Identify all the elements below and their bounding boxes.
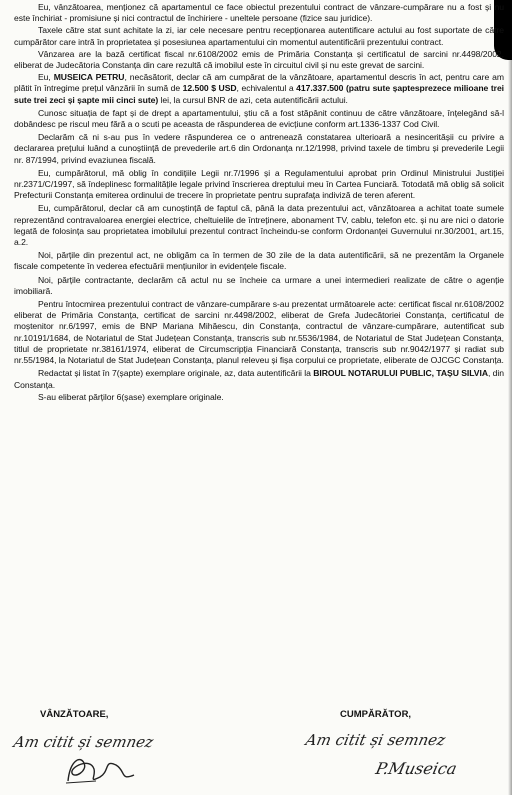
text: Redactat și listat în 7(șapte) exemplare originale, az, data autentificării la: [38, 368, 314, 379]
buyer-handwritten-name: P.Museica: [373, 759, 459, 778]
paragraph-documents: Pentru întocmirea prezentului contract de vânzare-cumpărare s-au prezentat următoarele acte: certificat fiscal nr.6108/2002 eliberat de Primăria Constanța, certificat de sarcini nr.4498/2002, eliberat de Grefa Judecătoriei Constanța, certificatul de moștenitor nr.6/1997, emis de BNP Mariana Mihăescu, din Constanța, contractul de vânzare-cumpărare, autentificat sub nr.10191/1684, de Notariatul de Stat Județean Constanța, transcris sub nr.5536/1984, de Notariatul de Stat Județean Constanța, titlul de proprietate nr.38161/1974, eliberat de Circumscripția Financiară Constanța, transcris sub nr.9042/1977 și radiat sub nr.55/1984, la Notariatul de Stat Județean Constanța, planul releveu și fișa corpului ce proprietate, eliberate de OJCGC Constanța.: [14, 299, 504, 366]
text: lei, la cursul BNR de azi, ceta autentificării actului.: [158, 94, 348, 105]
seller-signature-scribble: [60, 751, 150, 791]
buyer-label: CUMPĂRĂTOR,: [340, 709, 412, 720]
text: , necăsătorit, declar că am cumpărat de la vânzătoare, apartamentul descris în act, pentru care am plătit în întregime prețul vânzării în sumă de: [14, 72, 504, 94]
seller-handwritten-statement: Am citit și semnez: [12, 733, 156, 751]
paragraph-price-declaration: Declarăm că ni s-au pus în vedere răspunderea ce o antrenează constatarea ulterioară a nesinceritășii cu privire a declararea prețului luând a cunoștiință de prevederile art.6 din Ordonanța nr.12/1998, privind taxele de timbru și prevederile Legii nr. 87/1994, privind evaziunea fiscală.: [14, 132, 504, 165]
price-lei: 417.337.500 (patru sute șaptesprezece milioane trei sute trei zeci și șapte mii cinci sute): [14, 83, 505, 105]
price-usd: 12.500 $ USD: [182, 83, 237, 94]
paragraph-taxes: Taxele către stat sunt achitate la zi, iar cele necesare pentru recepționarea autentificare actului au fost suportate de către cumpărător care intră în proprietatea și posesiunea apartamentului cin momentul autentificării prezentului contract.: [14, 25, 504, 47]
paragraph-land-registry: Eu, cumpărătorul, mă oblig în condițiile Legii nr.7/1996 și a Regulamentului aprobat prin Ordinul Ministrului Justiției nr.2371/C/1997, să îndeplinesc formalitățile legale privind înscrierea dreptului meu în Cartea Funciară. Totodată mă oblig să solicit Prefecturii Constanța emiterea ordinului de trecere în proprietate pentru suprafața indiviză de teren aferent.: [14, 167, 504, 201]
paragraph-fiscal-obligation: Noi, părțile din prezentul act, ne obligăm ca în termen de 30 zile de la data autentificării, să ne prezentăm la Organele fiscale competente în vederea efectuării mențiunilor in evidențele fiscale.: [14, 250, 504, 272]
paragraph-no-agency: Noi, părțile contractante, declarăm că actul nu se încheie ca urmare a unei intermedieri realizate de către o agenție imobiliară.: [14, 274, 504, 296]
text: , echivalentul a: [236, 83, 297, 94]
buyer-handwritten-statement: Am citit și semnez: [304, 731, 448, 749]
text: Eu,: [38, 72, 54, 83]
paragraph-buyer-payment: [14, 72, 504, 106]
paragraph-fiscal-certificate: Vânzarea are la bază certificat fiscal nr.6108/2002 emis de Primăria Constanța și certificatul de sarcini nr.4498/2002, eliberat de Judecătoria Constanța din care rezultă că imobilul este în circuitul civil și nu este grevat de sarcini.: [14, 48, 504, 71]
seller-label: VÂNZĂTOARE,: [40, 709, 109, 720]
signature-section: [0, 709, 512, 795]
text: , din Constanța.: [14, 368, 504, 390]
paragraph-eviction: Cunosc situația de fapt și de drept a apartamentului, știu că a fost stăpânit continuu de către vânzătoare, înțelegând să-l dobândesc pe riscul meu fără a o scuti pe aceasta de răspunderea de evicțiune conform art.1336-1337 Cod Civil.: [14, 107, 504, 130]
buyer-name: MUSEICA PETRU: [53, 72, 125, 83]
notary-name: BIROUL NOTARULUI PUBLIC, TAȘU SILVIA: [313, 368, 488, 379]
paragraph-copies-issued: S-au eliberat părților 6(șase) exemplare originale.: [38, 391, 224, 402]
paragraph-rental-statement: Eu, vânzătoarea, menționez că apartamentul ce face obiectul prezentului contract de vânzare-cumpărare nu a fost și nu este închiriat - promisiune și nici contractul de închiriere - uneltele persoane (fizice sau juridice).: [14, 2, 504, 24]
paragraph-copies: [14, 368, 504, 390]
scan-edge-shadow: [508, 60, 512, 795]
contract-body: [14, 2, 504, 404]
paragraph-utilities: Eu, cumpărătorul, declar că am cunoștință de faptul că, până la data prezentului act, vânzătoarea a achitat toate sumele reprezentând contravaloarea energiei electrice, cheltuielile de întreținere, abonament TV, cablu, telefon etc. și nu are nici o datorie legată de folosința sau proprietatea imobilului prezentul contract încheindu-se conform Ordonanței Guvernului nr.30/2001, art.15, a.2.: [14, 203, 504, 248]
